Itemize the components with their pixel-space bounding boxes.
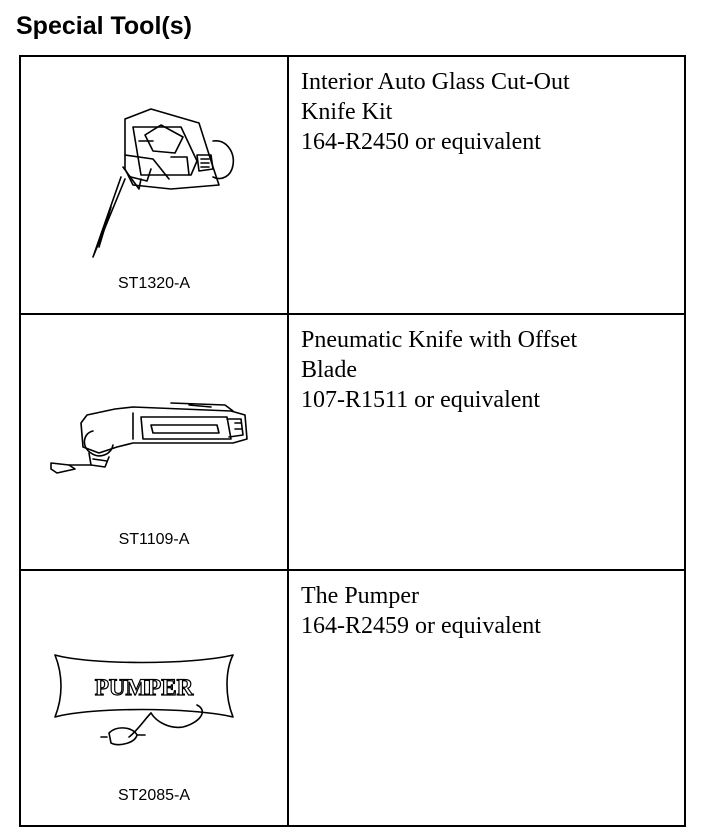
tool-name: The Pumper	[301, 583, 419, 609]
special-tools-table	[19, 55, 686, 827]
tool-part-number: 107-R1511 or equivalent	[301, 387, 541, 413]
table-row	[20, 56, 685, 314]
tool-image-cell	[20, 314, 288, 570]
tool-name: Blade	[301, 357, 357, 383]
tool-description-cell	[288, 56, 685, 314]
tool-code: ST1320-A	[117, 275, 191, 292]
tool-code: ST2085-A	[117, 787, 191, 804]
tool-name: Pneumatic Knife with Offset	[301, 327, 578, 353]
page-title: Special Tool(s)	[16, 12, 192, 40]
tool-part-number: 164-R2459 or equivalent	[301, 613, 541, 639]
tool-description-cell	[288, 570, 685, 826]
tool-part-number: 164-R2450 or equivalent	[301, 129, 541, 155]
tool-description-cell	[288, 314, 685, 570]
tool-code: ST1109-A	[118, 531, 190, 548]
pumper-label: PUMPER	[94, 675, 194, 700]
tool-image-cell	[20, 570, 288, 826]
tool-name: Knife Kit	[301, 99, 393, 125]
table-row	[20, 570, 685, 826]
tool-name: Interior Auto Glass Cut-Out	[301, 69, 570, 95]
tool-image-cell	[20, 56, 288, 314]
table-row	[20, 314, 685, 570]
